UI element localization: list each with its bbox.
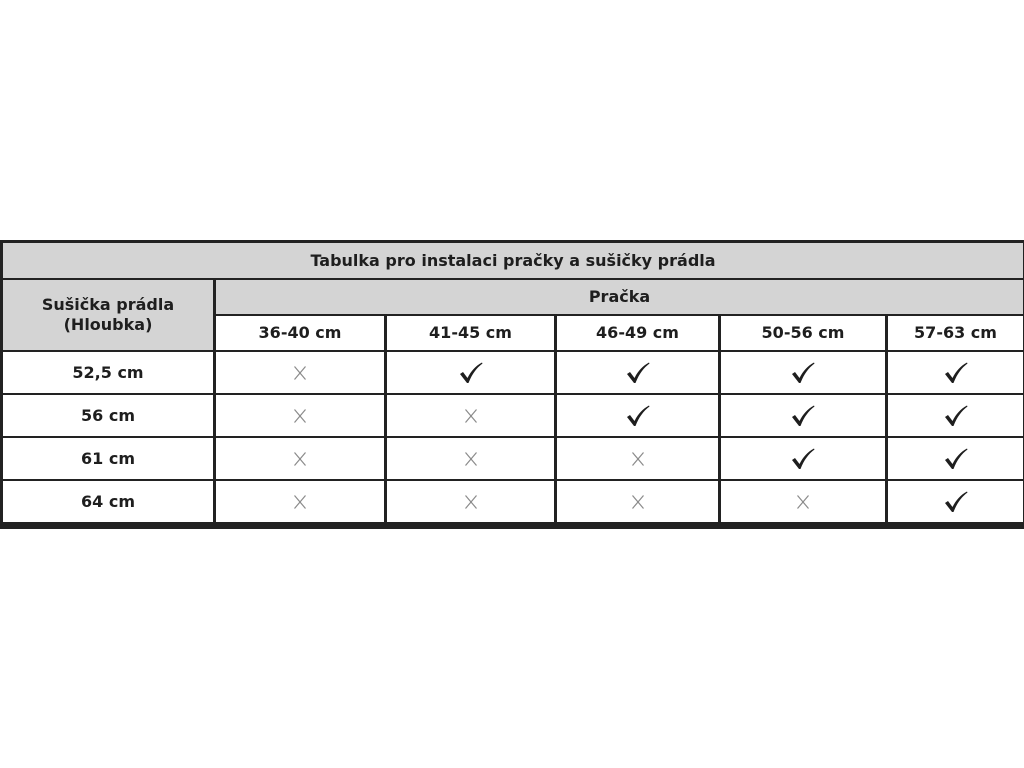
compatible-cell (387, 352, 554, 393)
check-icon (943, 404, 969, 428)
washer-width-header (216, 316, 384, 350)
incompatible-cell (721, 481, 885, 522)
washer-width-label: 36-40 cm (258, 323, 342, 342)
compatible-cell (721, 352, 885, 393)
x-mark-icon (293, 408, 307, 424)
x-mark-icon (631, 451, 645, 467)
incompatible-cell (387, 481, 554, 522)
dryer-depth-header (3, 280, 213, 350)
incompatible-cell (216, 395, 384, 436)
washer-width-label: 50-56 cm (761, 323, 845, 342)
compatible-cell (721, 438, 885, 479)
incompatible-cell (387, 438, 554, 479)
x-mark-icon (631, 494, 645, 510)
dryer-depth-value: 52,5 cm (72, 362, 144, 382)
incompatible-cell (216, 352, 384, 393)
washer-width-header (557, 316, 718, 350)
x-mark-icon (293, 494, 307, 510)
compatible-cell (721, 395, 885, 436)
dryer-depth-cell (3, 481, 213, 522)
washer-width-header (888, 316, 1023, 350)
washer-width-header (387, 316, 554, 350)
washer-width-header (721, 316, 885, 350)
incompatible-cell (387, 395, 554, 436)
dryer-depth-cell (3, 438, 213, 479)
dryer-header-sublabel: (Hloubka) (63, 315, 153, 334)
washer-width-label: 57-63 cm (914, 323, 997, 342)
dryer-depth-value: 56 cm (81, 405, 135, 425)
x-mark-icon (293, 451, 307, 467)
check-icon (943, 490, 969, 514)
dryer-depth-value: 64 cm (81, 491, 135, 511)
dryer-header-label: Sušička prádla (41, 295, 175, 314)
washer-width-label: 41-45 cm (429, 323, 512, 342)
x-mark-icon (464, 494, 478, 510)
table-title (3, 243, 1023, 278)
compatible-cell (557, 352, 718, 393)
check-icon (943, 447, 969, 471)
washer-header (216, 280, 1023, 314)
check-icon (458, 361, 484, 385)
incompatible-cell (216, 438, 384, 479)
check-icon (790, 447, 816, 471)
compatible-cell (888, 481, 1023, 522)
washer-header-label: Pračka (588, 287, 651, 306)
incompatible-cell (216, 481, 384, 522)
x-mark-icon (293, 365, 307, 381)
incompatible-cell (557, 481, 718, 522)
check-icon (790, 404, 816, 428)
compatibility-table (0, 240, 1024, 529)
compatible-cell (557, 395, 718, 436)
check-icon (943, 361, 969, 385)
washer-width-label: 46-49 cm (596, 323, 679, 342)
dryer-depth-cell (3, 352, 213, 393)
compatible-cell (888, 438, 1023, 479)
x-mark-icon (796, 494, 810, 510)
table-title-text: Tabulka pro instalaci pračky a sušičky prádla (310, 250, 716, 270)
incompatible-cell (557, 438, 718, 479)
check-icon (625, 404, 651, 428)
check-icon (790, 361, 816, 385)
dryer-depth-value: 61 cm (81, 448, 135, 468)
x-mark-icon (464, 451, 478, 467)
x-mark-icon (464, 408, 478, 424)
compatible-cell (888, 352, 1023, 393)
dryer-depth-cell (3, 395, 213, 436)
compatible-cell (888, 395, 1023, 436)
check-icon (625, 361, 651, 385)
